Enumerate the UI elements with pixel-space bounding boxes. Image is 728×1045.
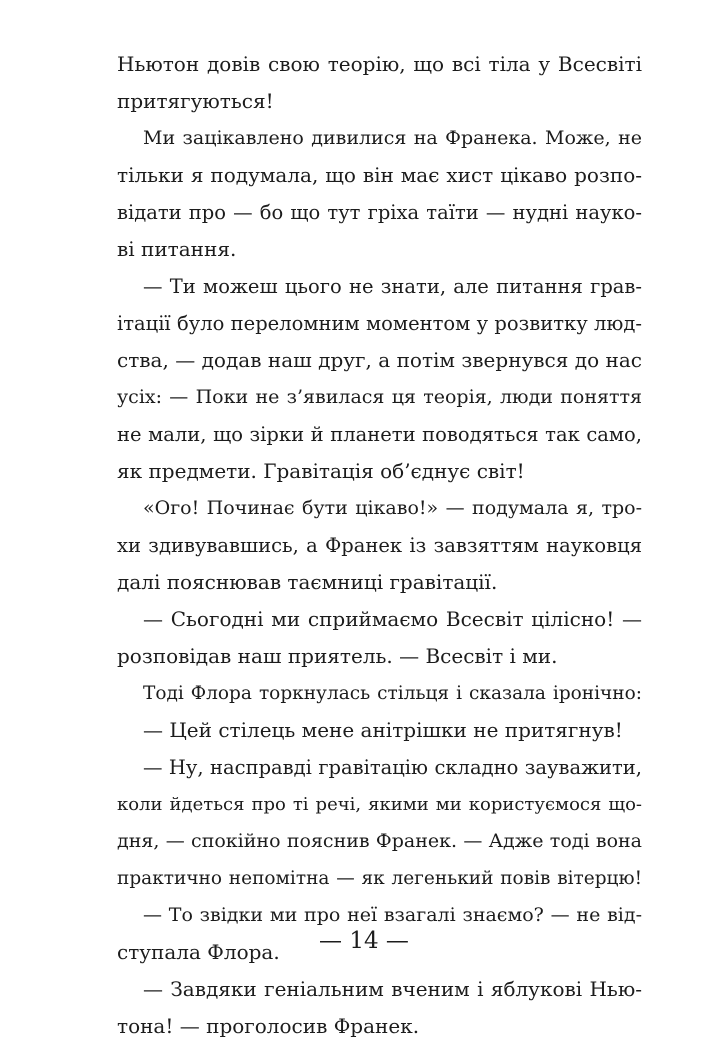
text-line: не мали, що зірки й планети поводяться так само, <box>117 423 642 446</box>
text-line: хи здивувавшись, а Франек із завзяттям науковця <box>117 534 642 557</box>
text-line: ві питання. <box>117 237 237 261</box>
text-line: як предмети. Гравітація об’єднує світ! <box>117 459 525 483</box>
text-line: — То звідки ми про неї взагалі знаємо? — не від- <box>143 904 642 926</box>
text-line: — Цей стілець мене анітрішки не притягнув! <box>143 718 623 742</box>
text-line: відати про — бо що тут гріха таїти — нудні науко- <box>117 201 642 224</box>
text-line: Тоді Флора торкнулась стільця і сказала іронічно: <box>143 683 642 704</box>
page-number: — 14 — <box>319 928 409 954</box>
text-line: Ми зацікавлено дивилися на Франека. Може, не <box>143 127 642 149</box>
text-line: дня, — спокійно пояснив Франек. — Адже тоді вона <box>117 830 642 852</box>
text-line: розповідав наш приятель. — Всесвіт і ми. <box>117 644 558 668</box>
text-line: практично непомітна — як легенький повів вітерцю! <box>117 868 642 889</box>
text-line: далі пояснював таємниці гравітації. <box>117 570 498 594</box>
text-line: притягуються! <box>117 89 274 113</box>
text-line: «Ого! Починає бути цікаво!» — подумала я, тро- <box>143 497 642 519</box>
body-text <box>117 46 642 1045</box>
text-line: усіх: — Поки не з’явилася ця теорія, люди поняття <box>117 386 642 408</box>
text-line: тільки я подумала, що він має хист цікаво розпо- <box>117 163 642 187</box>
text-line: Ньютон довів свою теорію, що всі тіла у Всесвіті <box>117 52 642 76</box>
text-line: — Сьогодні ми сприймаємо Всесвіт цілісно! — <box>143 607 642 631</box>
text-line: — Завдяки геніальним вченим і яблукові Нью- <box>143 977 642 1001</box>
text-line: — Ну, насправді гравітацію складно зауважити, <box>143 756 642 779</box>
text-line: тона! — проголосив Франек. <box>117 1014 420 1038</box>
text-line: ства, — додав наш друг, а потім звернувся до нас <box>117 348 642 372</box>
text-line: коли йдеться про ті речі, якими ми користуємося що- <box>117 794 642 815</box>
text-line: ступала Флора. <box>117 940 280 964</box>
text-line: — Ти можеш цього не знати, але питання грав- <box>143 275 642 298</box>
text-line: ітації було переломним моментом у розвитку люд- <box>117 312 642 335</box>
